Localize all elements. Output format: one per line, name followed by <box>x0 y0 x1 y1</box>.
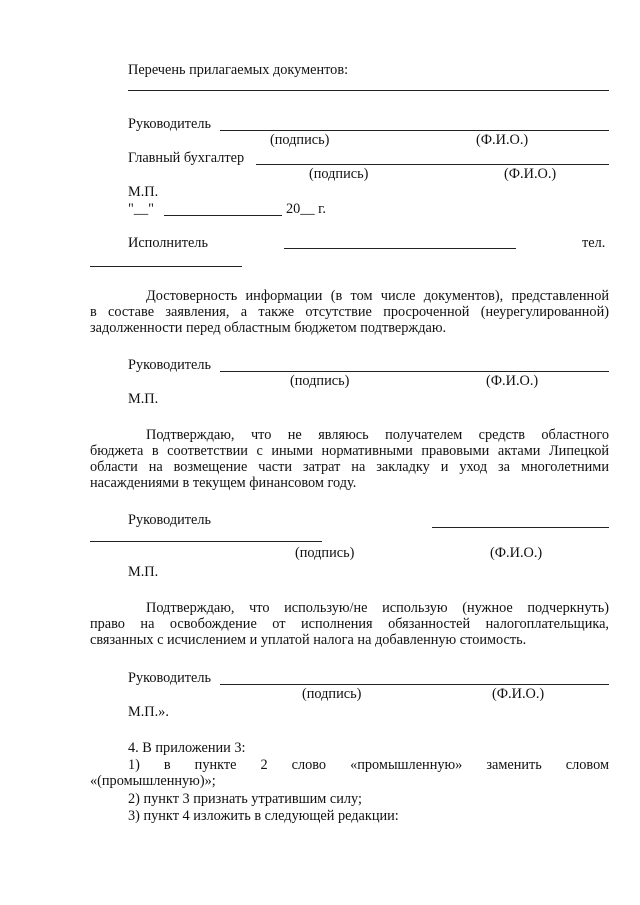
signature-caption: (подпись) <box>302 686 362 702</box>
date-year: 20__ г. <box>286 201 326 217</box>
date-month-line <box>164 215 282 216</box>
executor-label: Исполнитель <box>128 235 208 251</box>
head-label: Руководитель <box>128 670 212 686</box>
stamp-place: М.П.». <box>128 704 169 720</box>
attachments-line <box>128 90 609 91</box>
head-label: Руководитель <box>128 512 212 528</box>
accountant-signature-line <box>256 164 609 165</box>
head-signature-line <box>220 371 609 372</box>
confirmation-paragraph-2: Подтверждаю, что не являюсь получателем средств областного бюджета в соответствии с иными нормативными правовыми актами Липецкой области на возмещение части затрат на закладку и уход за многолетними насаждениями в текущем финансовом году. <box>90 427 609 491</box>
name-caption: (Ф.И.О.) <box>476 132 529 148</box>
name-caption: (Ф.И.О.) <box>490 545 543 561</box>
head-label: Руководитель <box>128 116 212 132</box>
amendment-item-1: 1) в пункте 2 слово «промышленную» заменить словом «(промышленную)»; <box>90 757 609 789</box>
name-caption: (Ф.И.О.) <box>486 373 539 389</box>
name-caption: (Ф.И.О.) <box>504 166 557 182</box>
date-day: "__" <box>128 201 154 217</box>
stamp-place: М.П. <box>128 391 159 407</box>
amendment-heading: 4. В приложении 3: <box>128 740 246 756</box>
name-caption: (Ф.И.О.) <box>492 686 545 702</box>
attachments-label: Перечень прилагаемых документов: <box>128 62 349 78</box>
head-label: Руководитель <box>128 357 212 373</box>
signature-caption: (подпись) <box>270 132 330 148</box>
stamp-place: М.П. <box>128 564 159 580</box>
head-signature-line <box>220 130 609 131</box>
phone-label: тел. <box>582 235 606 251</box>
amendment-item-2: 2) пункт 3 признать утратившим силу; <box>128 791 362 807</box>
confirmation-paragraph-1: Достоверность информации (в том числе документов), представленной в составе заявления, а также отсутствие просроченной (неурегулированной) задолженности перед областным бюджетом подтверждаю. <box>90 288 609 336</box>
signature-caption: (подпись) <box>295 545 355 561</box>
executor-line <box>284 248 516 249</box>
head-signature-line <box>220 684 609 685</box>
head-signature-line-continued <box>90 541 322 542</box>
signature-caption: (подпись) <box>309 166 369 182</box>
amendment-item-3: 3) пункт 4 изложить в следующей редакции: <box>128 808 399 824</box>
phone-line <box>90 266 242 267</box>
vat-paragraph: Подтверждаю, что использую/не использую (нужное подчеркнуть) право на освобождение от исполнения обязанностей налогоплательщика, связанных с исчислением и уплатой налога на добавленную стоимость. <box>90 600 609 648</box>
stamp-place: М.П. <box>128 184 159 200</box>
signature-caption: (подпись) <box>290 373 350 389</box>
chief-accountant-label: Главный бухгалтер <box>128 150 245 166</box>
head-signature-line <box>432 527 609 528</box>
